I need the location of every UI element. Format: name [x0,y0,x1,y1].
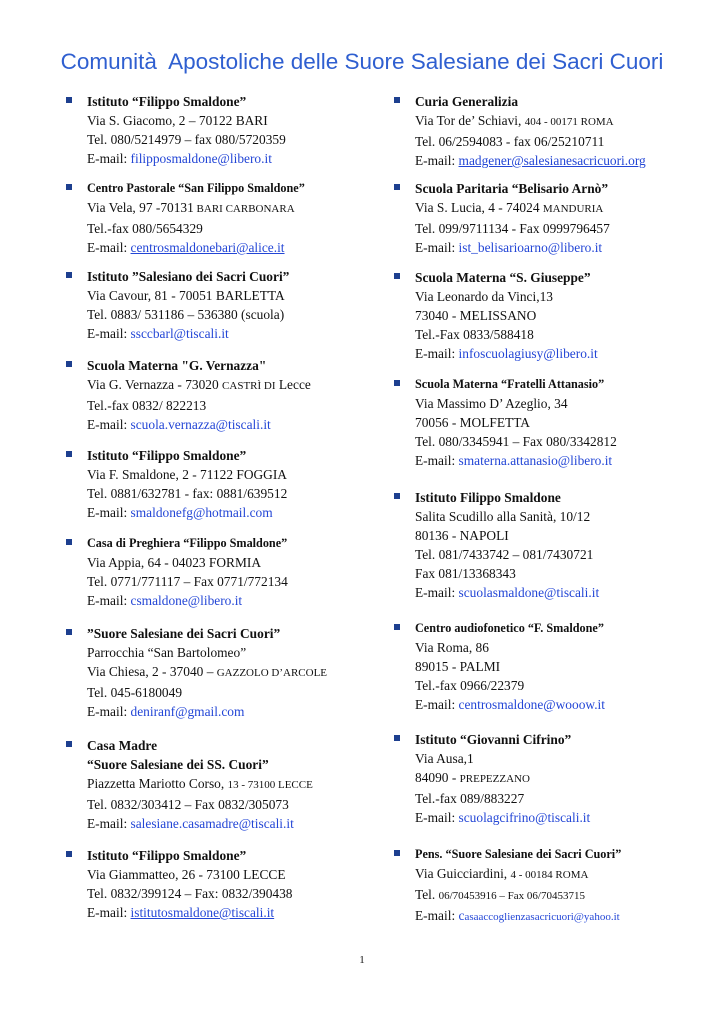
entry-name: Casa Madre [87,738,158,753]
entry-name: ”Suore Salesiane dei Sacri Cuori” [87,626,281,641]
bullet-icon [66,184,72,190]
bullet-icon [66,741,72,747]
entry-parish: Parrocchia “San Bartolomeo” [87,645,247,660]
entry-city: 84090 - [415,770,460,785]
entry-address-city: BARI CARBONARA [193,203,295,215]
entry-address: Via Roma, 86 [415,640,489,655]
email-label: E-mail: [415,453,456,468]
entry-phone: Tel. 099/9711134 - Fax 0999796457 [415,221,610,236]
entry-address-city: 13 - 73100 LECCE [227,779,313,791]
email-rest: asaaccoglienzasacricuori@yahoo.it [464,911,620,923]
entry-address: Via S. Giacomo, 2 – 70122 BARI [87,113,268,128]
bullet-icon [66,539,72,545]
bullet-icon [66,97,72,103]
entry-name: Istituto ”Salesiano dei Sacri Cuori” [87,269,290,284]
email-link[interactable]: madgener@salesianesacricuori.org [458,153,646,168]
entry-phone: Tel.-fax 0966/22379 [415,678,525,693]
email-label: E-mail: [87,704,128,719]
entry-phone: Tel. 0883/ 531186 – 536380 (scuola) [87,307,285,322]
bullet-icon [394,380,400,386]
entry-name: Istituto Filippo Smaldone [415,490,561,505]
email-label: E-mail: [415,240,456,255]
email-label: E-mail: [415,908,456,923]
email-link[interactable]: ist_belisarioarno@libero.it [458,240,603,255]
contact-entry [394,179,724,257]
bullet-icon [394,273,400,279]
bullet-icon [394,850,400,856]
entry-name: Istituto “Filippo Smaldone” [87,448,247,463]
entry-name: Scuola Materna “S. Giuseppe” [415,270,591,285]
contact-entry [394,845,724,927]
email-label: E-mail: [415,697,456,712]
contact-entry [66,179,396,257]
entry-phone: Tel.-fax 0832/ 822213 [87,398,207,413]
email-label: E-mail: [87,240,128,255]
entry-city-name: PREPEZZANO [459,773,530,785]
entry-name: Istituto “Giovanni Cifrino” [415,732,572,747]
entry-address: Via Appia, 64 - 04023 FORMIA [87,555,262,570]
contact-entry [394,730,724,827]
page-number: 1 [359,954,365,966]
entry-name: Centro audiofonetico “F. Smaldone” [415,621,604,635]
entry-name: Scuola Materna “Fratelli Attanasio” [415,377,605,391]
email-link[interactable]: csmaldone@libero.it [130,593,243,608]
entry-phone: 06/70453916 – Fax 06/70453715 [438,890,585,902]
email-label: E-mail: [87,816,128,831]
page-title: Comunità Apostoliche delle Suore Salesiane dei Sacri Cuori [60,49,664,74]
contact-entry [394,92,724,170]
email-initial: c [458,908,465,923]
entry-city: 80136 - NAPOLI [415,528,509,543]
contact-entry [66,736,396,833]
entry-address: Piazzetta Mariotto Corso, [87,776,228,791]
entry-name: Centro Pastorale “San Filippo Smaldone” [87,181,305,195]
email-label: E-mail: [415,153,456,168]
entry-phone: Tel. 045-6180049 [87,685,183,700]
email-link[interactable]: scuolagcifrino@tiscali.it [458,810,591,825]
email-link[interactable]: ssccbarl@tiscali.it [130,326,229,341]
entry-address: Via Giammatteo, 26 - 73100 LECCE [87,867,286,882]
entry-name: Curia Generalizia [415,94,519,109]
entry-phone: Tel.-fax 089/883227 [415,791,525,806]
entry-name: Scuola Materna "G. Vernazza" [87,358,267,373]
entry-address: Via F. Smaldone, 2 - 71122 FOGGIA [87,467,287,482]
entry-address: Via S. Lucia, 4 - 74024 [415,200,543,215]
email-label: E-mail: [415,346,456,361]
entry-address-city: 4 - 00184 ROMA [510,869,589,881]
entry-address-city: CASTRÌ DI [222,380,276,392]
email-label: E-mail: [87,151,128,166]
contact-entry [394,268,724,363]
entry-address-province: Lecce [275,377,311,392]
email-link[interactable]: centrosmaldone@wooow.it [458,697,605,712]
email-link[interactable]: centrosmaldonebari@alice.it [130,240,285,255]
email-link[interactable]: infoscuolagiusy@libero.it [458,346,598,361]
entry-phone: Tel. 0881/632781 - fax: 0881/639512 [87,486,288,501]
email-label: E-mail: [87,505,128,520]
entry-fax: Fax 081/13368343 [415,566,516,581]
bullet-icon [66,361,72,367]
entry-name: Scuola Paritaria “Belisario Arnò” [415,181,609,196]
email-link[interactable]: smaterna.attanasio@libero.it [458,453,613,468]
bullet-icon [66,629,72,635]
entry-address: Via Chiesa, 2 - 37040 – [87,664,217,679]
entry-phone: Tel. 0832/399124 – Fax: 0832/390438 [87,886,293,901]
entry-address: Via Ausa,1 [415,751,474,766]
entry-phone: Tel. 0832/303412 – Fax 0832/305073 [87,797,289,812]
bullet-icon [394,735,400,741]
email-link[interactable] [459,908,620,923]
email-link[interactable]: scuola.vernazza@tiscali.it [130,417,271,432]
entry-phone: Tel.-fax 080/5654329 [87,221,203,236]
contact-entry [394,619,724,714]
entry-phone: Tel. 080/3345941 – Fax 080/3342812 [415,434,617,449]
entry-address: Via Vela, 97 -70131 [87,200,194,215]
email-label: E-mail: [87,905,128,920]
email-link[interactable]: smaldonefg@hotmail.com [130,505,273,520]
contact-entry [394,375,724,470]
email-link[interactable]: scuolasmaldone@tiscali.it [458,585,600,600]
entry-address: Via Leonardo da Vinci,13 [415,289,553,304]
bullet-icon [394,624,400,630]
entry-address: Via Tor de’ Schiavi, [415,113,525,128]
entry-address: Via G. Vernazza - 73020 [87,377,223,392]
bullet-icon [394,493,400,499]
entry-phone: Tel. 06/2594083 - fax 06/25210711 [415,134,605,149]
entry-address-city: MANDURIA [542,203,604,215]
email-label: E-mail: [415,585,456,600]
entry-phone: Tel. 080/5214979 – fax 080/5720359 [87,132,286,147]
entry-city: 70056 - MOLFETTA [415,415,530,430]
entry-city: 73040 - MELISSANO [415,308,537,323]
entry-name: Casa di Preghiera “Filippo Smaldone” [87,536,288,550]
email-label: E-mail: [87,326,128,341]
bullet-icon [394,184,400,190]
email-link[interactable]: istitutosmaldone@tiscali.it [130,905,275,920]
entry-name: Istituto “Filippo Smaldone” [87,94,247,109]
contact-entry [66,267,396,343]
entry-address: Via Guicciardini, [415,866,511,881]
contact-entry [66,846,396,922]
entry-address: Via Massimo D’ Azeglio, 34 [415,396,568,411]
contact-entry [66,446,396,522]
contact-entry [66,356,396,434]
email-label: E-mail: [415,810,456,825]
email-link[interactable]: salesiane.casamadre@tiscali.it [130,816,294,831]
bullet-icon [66,451,72,457]
bullet-icon [66,851,72,857]
entry-address-city: 404 - 00171 ROMA [524,116,614,128]
entry-address: Via Cavour, 81 - 70051 BARLETTA [87,288,285,303]
email-link[interactable]: deniranf@gmail.com [130,704,245,719]
contact-entry [66,534,396,610]
entry-phone: Tel.-Fax 0833/588418 [415,327,534,342]
entry-name: Istituto “Filippo Smaldone” [87,848,247,863]
entry-address: Salita Scudillo alla Sanità, 10/12 [415,509,591,524]
entry-city: 89015 - PALMI [415,659,501,674]
email-label: E-mail: [87,593,128,608]
entry-address-city: GAZZOLO D’ARCOLE [216,667,328,679]
email-label: E-mail: [87,417,128,432]
contact-entry [66,624,396,721]
bullet-icon [66,272,72,278]
email-link[interactable]: filipposmaldone@libero.it [130,151,272,166]
entry-name: Pens. “Suore Salesiane dei Sacri Cuori” [415,847,622,861]
entry-phone: Tel. 081/7433742 – 081/7430721 [415,547,594,562]
entry-name-secondary: “Suore Salesiane dei SS. Cuori” [87,757,269,772]
contact-entry [394,488,724,602]
contact-entry [66,92,396,168]
entry-phone: Tel. 0771/771117 – Fax 0771/772134 [87,574,288,589]
entry-phone-label: Tel. [415,887,439,902]
bullet-icon [394,97,400,103]
